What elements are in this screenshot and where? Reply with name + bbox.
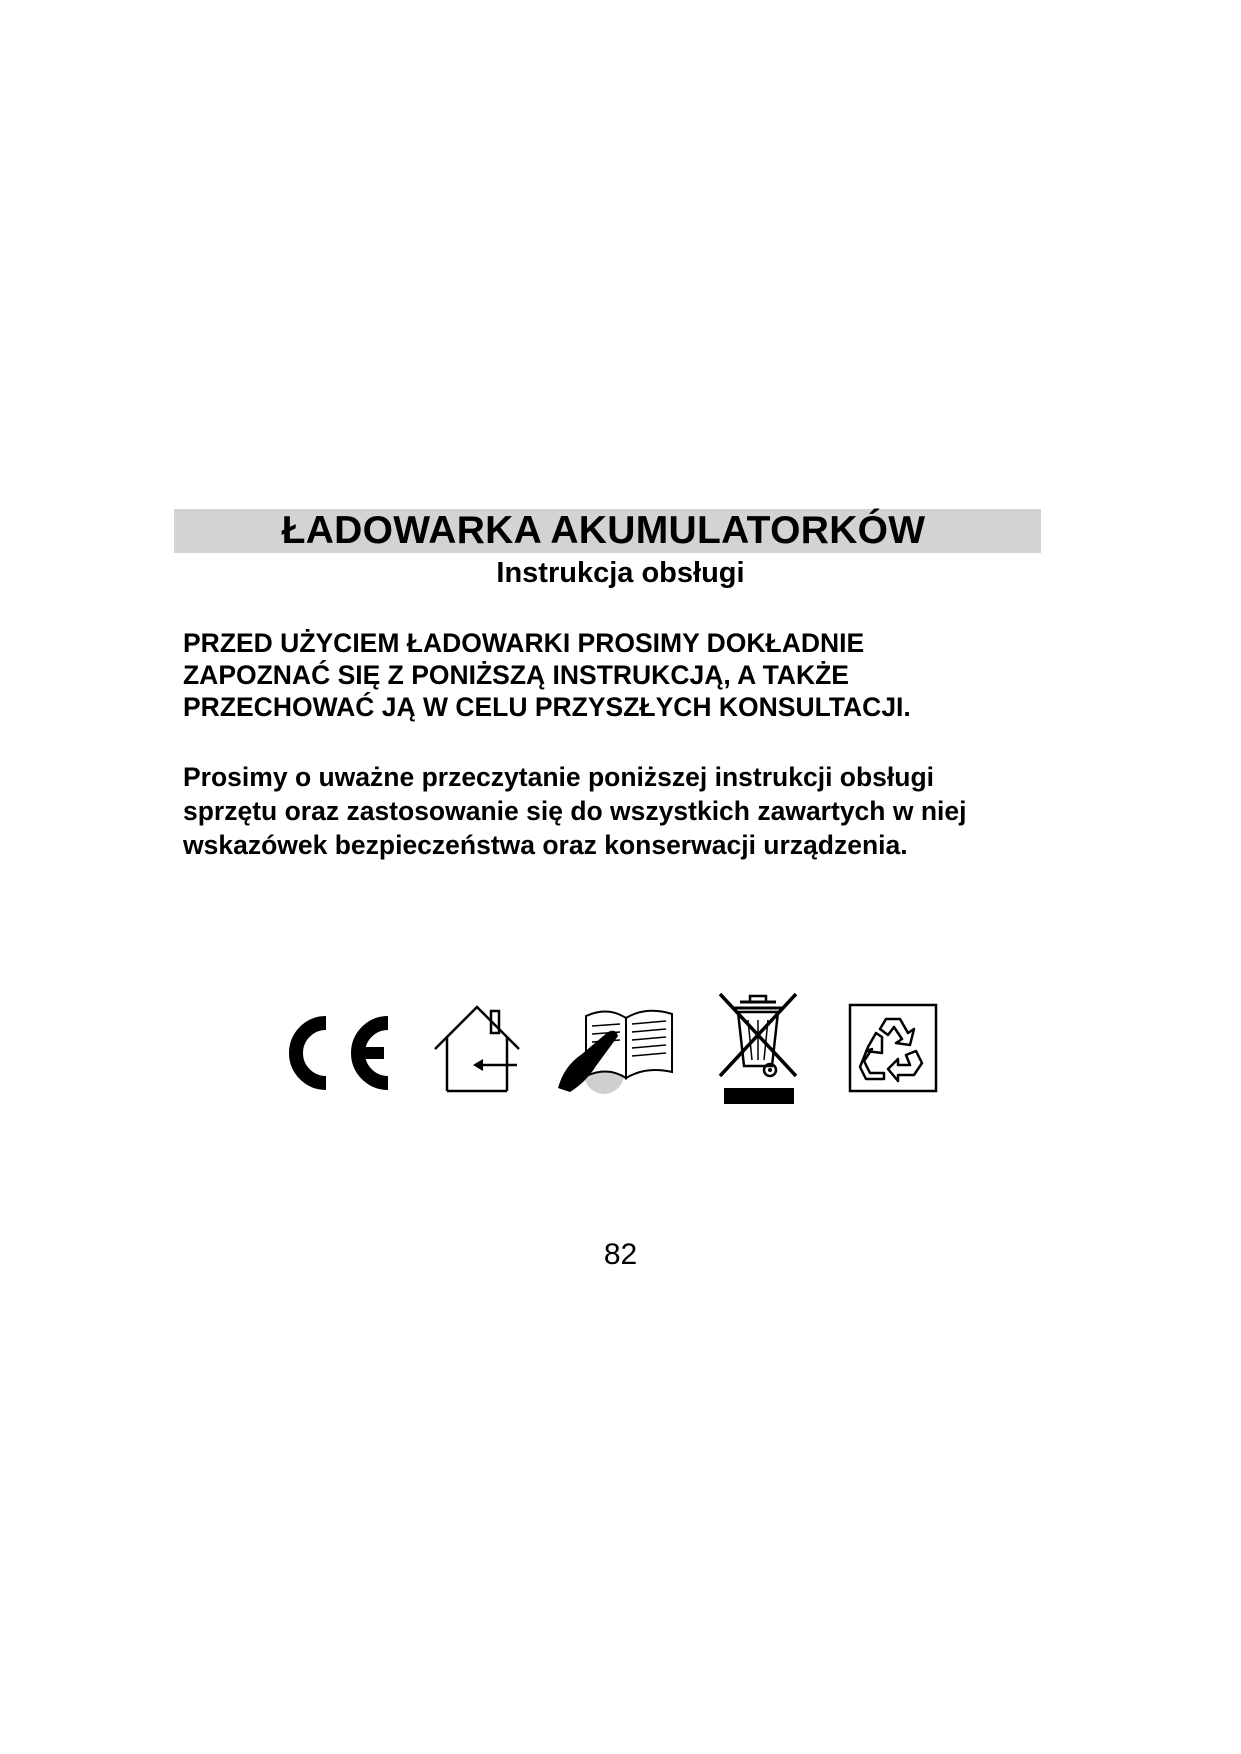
- intro-line: wskazówek bezpieczeństwa oraz konserwacji urządzenia.: [183, 830, 908, 860]
- indoor-use-only-icon: [433, 1003, 521, 1095]
- warning-paragraph: [183, 627, 1083, 723]
- document-title: ŁADOWARKA AKUMULATORKÓW: [281, 509, 926, 552]
- title-bar: [174, 509, 1041, 553]
- recycling-icon: [848, 1003, 938, 1093]
- document-subtitle: Instrukcja obsługi: [496, 557, 745, 589]
- intro-line: Prosimy o uważne przeczytanie poniższej instrukcji obsługi: [183, 762, 935, 792]
- intro-paragraph: [183, 760, 1103, 862]
- warning-line: PRZECHOWAĆ JĄ W CELU PRZYSZŁYCH KONSULTACJI.: [183, 692, 911, 722]
- warning-line: PRZED UŻYCIEM ŁADOWARKI PROSIMY DOKŁADNIE: [183, 628, 865, 658]
- crossed-out-wheelie-bin-icon: [716, 990, 800, 1106]
- warning-line: ZAPOZNAĆ SIĘ Z PONIŻSZĄ INSTRUKCJĄ, A TAKŻE: [183, 660, 849, 690]
- intro-line: sprzętu oraz zastosowanie się do wszystkich zawartych w niej: [183, 796, 967, 826]
- page-number: 82: [603, 1238, 638, 1271]
- read-manual-icon: [556, 996, 678, 1098]
- ce-mark-icon: [276, 1013, 394, 1093]
